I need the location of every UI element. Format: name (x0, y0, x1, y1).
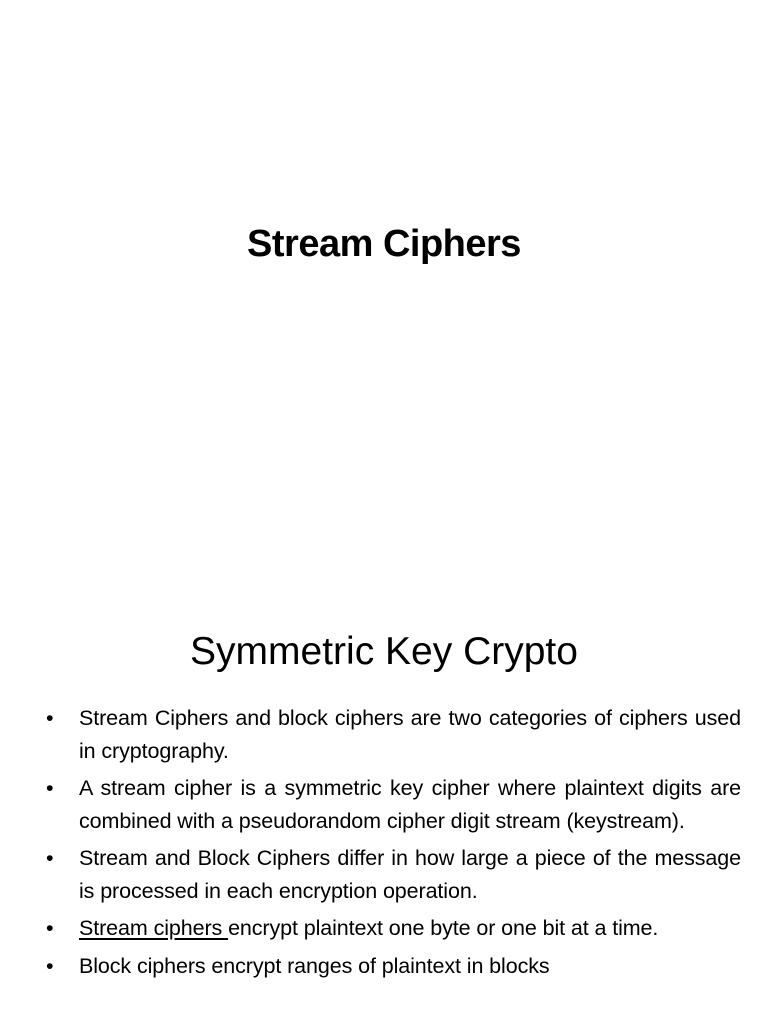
slide-symmetric-key-crypto (0, 576, 768, 1024)
bullet-text: Stream and Block Ciphers differ in how large a piece of the message is processed in each encryption operation. (79, 846, 741, 903)
bullet-list (46, 702, 741, 987)
bullet-text: Stream Ciphers and block ciphers are two categories of ciphers used in cryptography. (79, 706, 741, 763)
bullet-text: Block ciphers encrypt ranges of plaintext in blocks (79, 953, 550, 978)
bullet-item (46, 702, 741, 767)
bullet-marker: • (46, 916, 54, 940)
bullet-item (46, 912, 741, 945)
slide-title: Symmetric Key Crypto (190, 630, 578, 673)
bullet-item (46, 950, 741, 983)
bullet-item (46, 772, 741, 837)
bullet-text: A stream cipher is a symmetric key cipher where plaintext digits are combined with a pseudorandom cipher digit stream (keystream). (79, 776, 741, 833)
underlined-term: Stream ciphers (79, 916, 229, 940)
bullet-marker: • (46, 706, 54, 730)
bullet-marker: • (46, 953, 54, 978)
bullet-marker: • (46, 846, 54, 870)
bullet-item (46, 842, 741, 907)
bullet-text: encrypt plaintext one byte or one bit at a time. (228, 916, 659, 940)
slide-title: Stream Ciphers (247, 223, 521, 265)
bullet-marker: • (46, 776, 54, 800)
